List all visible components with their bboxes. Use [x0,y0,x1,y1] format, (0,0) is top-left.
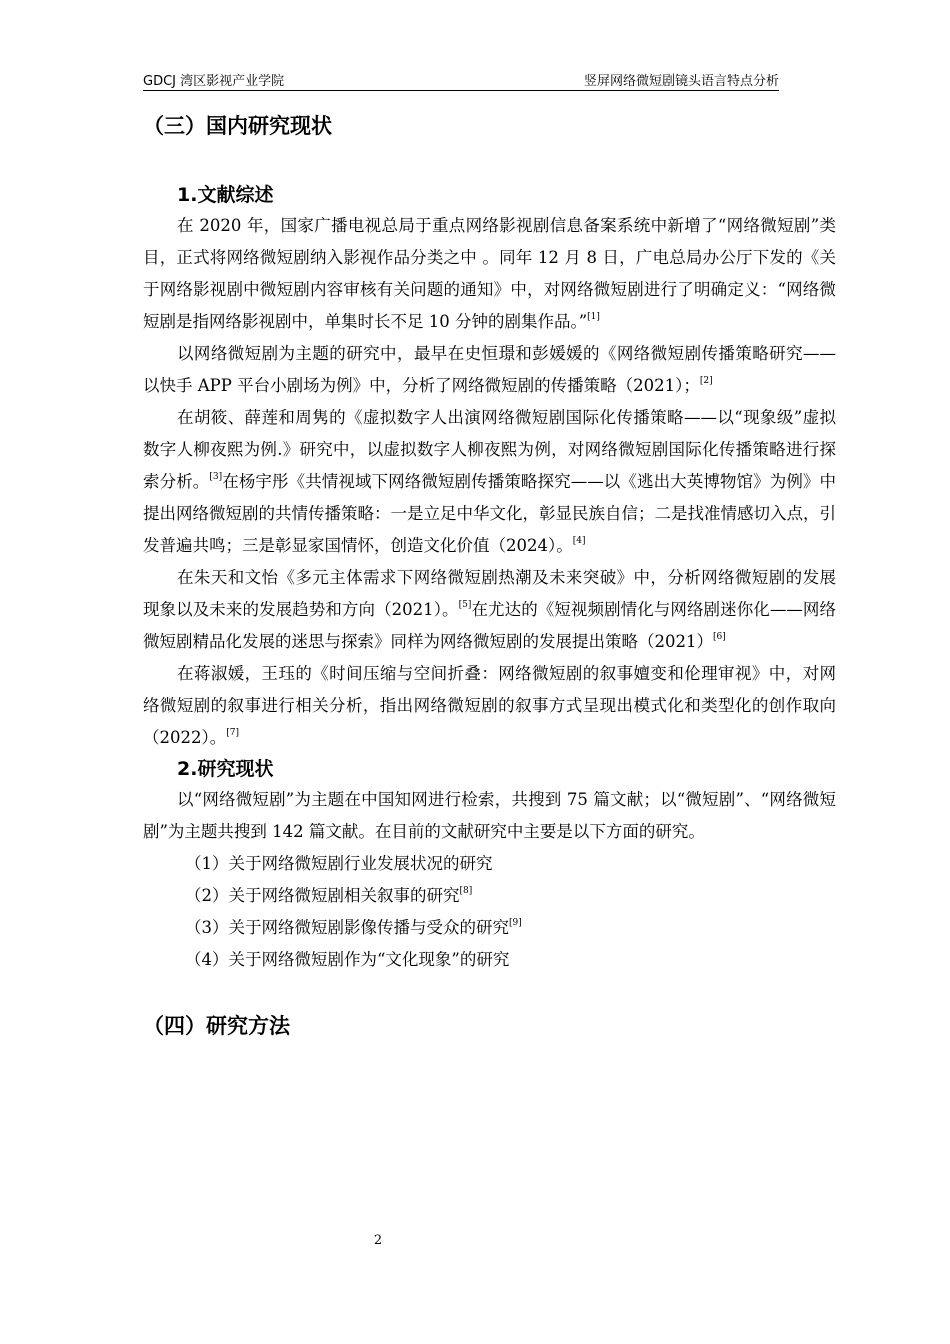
paragraph: 在蒋淑媛，王珏的《时间压缩与空间折叠：网络微短剧的叙事嬗变和伦理审视》中，对网络微短剧的叙事进行相关分析，指出网络微短剧的叙事方式呈现出模式化和类型化的创作取向（2022）。[7] [143,664,836,747]
section-heading-research-methods: （四）研究方法 [143,1014,290,1038]
citation: [6] [713,632,726,642]
paragraph: 在胡筱、薛莲和周隽的《虚拟数字人出演网络微短剧国际化传播策略——以“现象级”虚拟数字人柳夜熙为例.》研究中，以虚拟数字人柳夜熙为例，对网络微短剧国际化传播策略进行探索分析。[3]在杨宇彤《共情视域下网络微短剧传播策略探究——以《逃出大英博物馆》为例》中提出网络微短剧的共情传播策略：一是立足中华文化，彰显民族自信；二是找准情感切入点，引发普遍共鸣；三是彰显家国情怀，创造文化价值（2024）。[4] [143,408,836,555]
citation: [9] [509,918,522,928]
subsection-heading-research-status: 2.研究现状 [177,758,274,780]
page-header [143,70,779,91]
paragraph: 在朱天和文怡《多元主体需求下网络微短剧热潮及未来突破》中，分析网络微短剧的发展现象以及未来的发展趋势和方向（2021）。[5]在尤达的《短视频剧情化与网络剧迷你化——网络微短剧精品化发展的迷思与探索》同样为网络微短剧的发展提出策略（2021）[6] [143,568,837,651]
subsection-heading-literature-review: 1.文献综述 [177,184,274,206]
citation: [8] [459,886,473,896]
citation: [1] [587,312,600,322]
list-item: （4）关于网络微短剧作为“文化现象”的研究 [185,950,510,969]
section-heading-domestic-research: （三）国内研究现状 [143,114,332,138]
paragraph: 以“网络微短剧”为主题在中国知网进行检索，共搜到 75 篇文献；以“微短剧”、“网络微短剧”为主题共搜到 142 篇文献。在目前的文献研究中主要是以下方面的研究。 [143,790,836,841]
page-number: 2 [373,1233,383,1248]
paragraph: 以网络微短剧为主题的研究中，最早在史恒璟和彭媛媛的《网络微短剧传播策略研究——以快手 APP 平台小剧场为例》中，分析了网络微短剧的传播策略（2021）；[2] [143,344,836,395]
list-item: （2）关于网络微短剧相关叙事的研究[8] [185,886,473,905]
citation: [7] [226,728,239,738]
header-thesis-title: 竖屏网络微短剧镜头语言特点分析 [583,74,779,89]
citation: [2] [699,376,713,386]
paragraph: 在 2020 年，国家广播电视总局于重点网络影视剧信息备案系统中新增了“网络微短剧”类目，正式将网络微短剧纳入影视作品分类之中 。同年 12 月 8 日，广电总局办公厅下发的《关于网络影视剧中微短剧内容审核有关问题的通知》中，对网络微短剧进行了明确定义：“网络微短剧是指网络影视剧中，单集时长不足 10 分钟的剧集作品。”[1] [143,216,836,331]
page-body [143,110,836,1042]
citation: [5] [458,600,472,610]
list-item: （3）关于网络微短剧影像传播与受众的研究[9] [185,918,522,937]
citation: [4] [572,536,586,546]
list-item: （1）关于网络微短剧行业发展状况的研究 [185,854,493,873]
citation: [3] [209,472,223,482]
header-institution: GDCJ 湾区影视产业学院 [143,74,285,89]
